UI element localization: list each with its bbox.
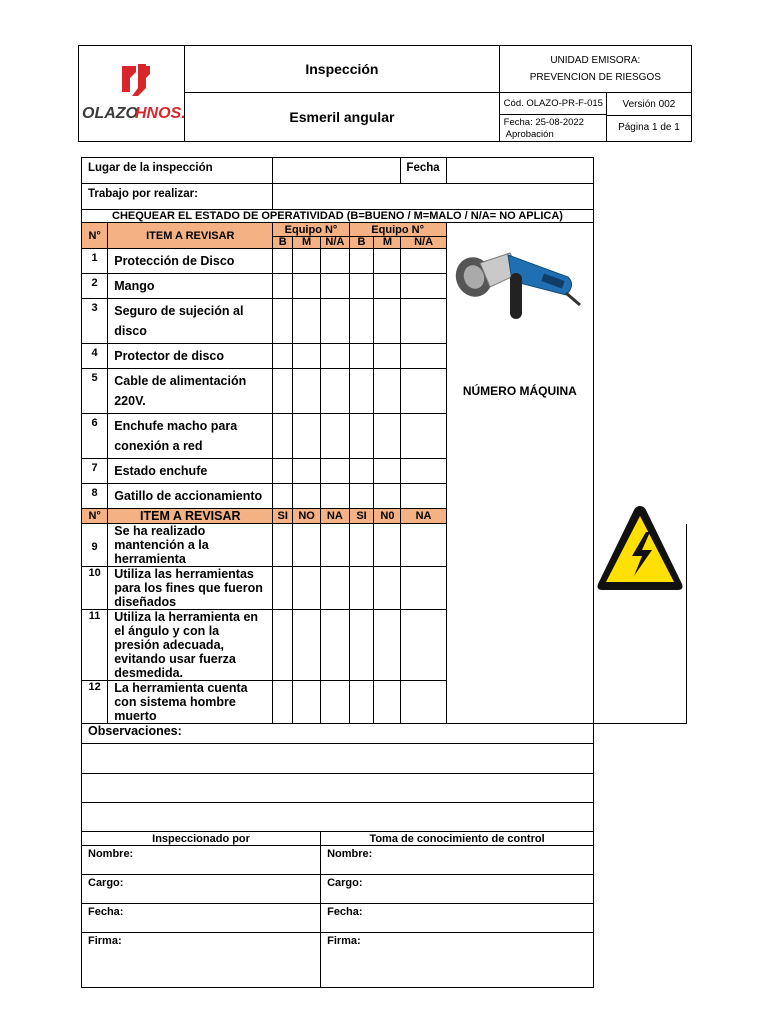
check-instructions: CHEQUEAR EL ESTADO DE OPERATIVIDAD (B=BUENO / M=MALO / N/A= NO APLICA) (82, 210, 594, 223)
check-cell[interactable] (321, 249, 350, 274)
check-cell[interactable] (349, 681, 374, 724)
item-text: Gatillo de accionamiento (108, 484, 273, 509)
check-cell[interactable] (273, 274, 293, 299)
check-cell[interactable] (293, 610, 321, 681)
logo-cell (79, 46, 185, 142)
item-number: 5 (82, 369, 108, 414)
check-cell[interactable] (349, 299, 374, 344)
item-number: 7 (82, 459, 108, 484)
check-cell[interactable] (321, 299, 350, 344)
inspector-date-field[interactable]: Fecha: (82, 904, 321, 933)
check-cell[interactable] (321, 414, 350, 459)
check-cell[interactable] (321, 524, 350, 567)
control-signature-field[interactable]: Firma: (321, 933, 594, 988)
check-cell[interactable] (374, 249, 401, 274)
table-row (82, 414, 687, 459)
check-cell[interactable] (293, 681, 321, 724)
check-cell[interactable] (293, 484, 321, 509)
control-cargo-field[interactable]: Cargo: (321, 875, 594, 904)
item-number: 3 (82, 299, 108, 344)
table-row (82, 274, 687, 299)
check-cell[interactable] (374, 459, 401, 484)
control-name-field[interactable]: Nombre: (321, 846, 594, 875)
check-cell[interactable] (293, 369, 321, 414)
check-cell[interactable] (401, 344, 446, 369)
item-text: Mango (108, 274, 273, 299)
observations-line[interactable] (82, 744, 594, 774)
svg-text:HNOS.: HNOS. (134, 105, 184, 122)
check-cell[interactable] (349, 414, 374, 459)
sub-m1: M (293, 237, 321, 249)
item-text: Estado enchufe (108, 459, 273, 484)
check-cell[interactable] (293, 299, 321, 344)
check-cell[interactable] (349, 484, 374, 509)
hazard-panel (594, 524, 687, 724)
check-cell[interactable] (273, 484, 293, 509)
sub-b1: B (273, 237, 293, 249)
unit-label: UNIDAD EMISORA: (550, 55, 641, 66)
item-text: Utiliza las herramientas para los fines que fueron diseñados (108, 567, 273, 610)
check-cell[interactable] (401, 274, 446, 299)
document-title: Inspección (185, 46, 500, 93)
equipo2-header: Equipo N° (349, 223, 446, 237)
item-text: Cable de alimentación 220V. (108, 369, 273, 414)
col-num-header: N° (82, 223, 108, 249)
check-cell[interactable] (321, 459, 350, 484)
code-date-cell (499, 93, 606, 142)
check-cell[interactable] (401, 681, 446, 724)
inspection-form (81, 157, 687, 988)
check-cell[interactable] (374, 567, 401, 610)
observations-label: Observaciones: (82, 724, 594, 744)
check-cell[interactable] (374, 610, 401, 681)
place-label: Lugar de la inspección (82, 158, 273, 184)
section2-num-header: N° (82, 509, 108, 524)
observations-line[interactable] (82, 803, 594, 832)
item-text: Protector de disco (108, 344, 273, 369)
item-text: Se ha realizado mantención a la herramienta (108, 524, 273, 567)
control-header: Toma de conocimiento de control (321, 832, 594, 846)
svg-text:OLAZO: OLAZO (81, 105, 138, 122)
check-cell[interactable] (293, 567, 321, 610)
sub2-si2: SI (349, 509, 374, 524)
inspector-signature-field[interactable]: Firma: (82, 933, 321, 988)
sub-m2: M (374, 237, 401, 249)
place-input[interactable] (273, 158, 401, 184)
check-cell[interactable] (349, 369, 374, 414)
grinder-image (450, 233, 590, 333)
check-cell[interactable] (401, 610, 446, 681)
table-row (82, 249, 687, 274)
inspected-by-header: Inspeccionado por (82, 832, 321, 846)
item-number: 12 (82, 681, 108, 724)
item-number: 2 (82, 274, 108, 299)
item-text: Enchufe macho para conexión a red (108, 414, 273, 459)
check-cell[interactable] (374, 369, 401, 414)
check-cell[interactable] (273, 299, 293, 344)
check-cell[interactable] (273, 249, 293, 274)
item-text: Seguro de sujeción al disco (108, 299, 273, 344)
table-row (82, 369, 687, 414)
check-cell[interactable] (293, 344, 321, 369)
check-cell[interactable] (401, 249, 446, 274)
check-cell[interactable] (374, 274, 401, 299)
item-text: La herramienta cuenta con sistema hombre muerto (108, 681, 273, 724)
image-panel (446, 223, 593, 567)
check-cell[interactable] (349, 274, 374, 299)
sub2-na2: NA (401, 509, 446, 524)
sub2-no1: NO (293, 509, 321, 524)
check-cell[interactable] (374, 344, 401, 369)
col-item-header: ITEM A REVISAR (108, 223, 273, 249)
check-cell[interactable] (349, 459, 374, 484)
check-cell[interactable] (374, 484, 401, 509)
check-cell[interactable] (273, 681, 293, 724)
check-cell[interactable] (401, 369, 446, 414)
check-cell[interactable] (374, 681, 401, 724)
table-row (82, 459, 687, 484)
check-cell[interactable] (349, 524, 374, 567)
document-header (78, 45, 692, 142)
electric-hazard-icon (594, 502, 686, 596)
version: Versión 002 (607, 94, 691, 116)
check-cell[interactable] (401, 484, 446, 509)
sub2-na1: NA (321, 509, 350, 524)
unit-value: PREVENCION DE RIESGOS (529, 72, 661, 83)
check-cell[interactable] (293, 274, 321, 299)
sub-na1: N/A (321, 237, 350, 249)
check-cell[interactable] (273, 344, 293, 369)
section2-item-header: ITEM A REVISAR (108, 509, 273, 524)
check-cell[interactable] (349, 567, 374, 610)
date-label: Fecha (401, 158, 446, 184)
control-date-field[interactable]: Fecha: (321, 904, 594, 933)
item-number: 1 (82, 249, 108, 274)
item-number: 6 (82, 414, 108, 459)
check-cell[interactable] (401, 567, 446, 610)
date-input[interactable] (446, 158, 593, 184)
check-cell[interactable] (321, 484, 350, 509)
check-cell[interactable] (321, 567, 350, 610)
check-cell[interactable] (273, 369, 293, 414)
document-code: Cód. OLAZO-PR-F-015 (500, 93, 606, 115)
sub2-si1: SI (273, 509, 293, 524)
item-number: 4 (82, 344, 108, 369)
item-number: 11 (82, 610, 108, 681)
check-cell[interactable] (273, 610, 293, 681)
sub-b2: B (349, 237, 374, 249)
check-cell[interactable] (401, 414, 446, 459)
approval-label: Aprobación (505, 129, 554, 140)
check-cell[interactable] (349, 344, 374, 369)
page-number: Página 1 de 1 (618, 122, 680, 133)
approval-date: Fecha: 25-08-2022 (503, 117, 584, 128)
issuing-unit (499, 46, 691, 93)
check-cell[interactable] (374, 414, 401, 459)
machine-number-label: NÚMERO MÁQUINA (462, 384, 577, 398)
item-number: 10 (82, 567, 108, 610)
work-label: Trabajo por realizar: (82, 184, 273, 210)
check-cell[interactable] (374, 299, 401, 344)
item-text: Protección de Disco (108, 249, 273, 274)
check-cell[interactable] (273, 459, 293, 484)
version-page-cell (606, 93, 691, 142)
check-cell[interactable] (401, 299, 446, 344)
work-input[interactable] (273, 184, 594, 210)
document-subtitle: Esmeril angular (185, 93, 500, 142)
sub-na2: N/A (401, 237, 446, 249)
table-row (82, 344, 687, 369)
check-cell[interactable] (349, 610, 374, 681)
inspector-cargo-field[interactable]: Cargo: (82, 875, 321, 904)
check-cell[interactable] (273, 567, 293, 610)
check-cell[interactable] (293, 459, 321, 484)
equipo1-header: Equipo N° (273, 223, 349, 237)
check-cell[interactable] (273, 414, 293, 459)
check-cell[interactable] (293, 524, 321, 567)
check-cell[interactable] (374, 524, 401, 567)
check-cell[interactable] (321, 274, 350, 299)
check-cell[interactable] (321, 610, 350, 681)
check-cell[interactable] (321, 681, 350, 724)
observations-line[interactable] (82, 774, 594, 803)
check-cell[interactable] (321, 344, 350, 369)
check-cell[interactable] (401, 524, 446, 567)
inspector-name-field[interactable]: Nombre: (82, 846, 321, 875)
item-text: Utiliza la herramienta en el ángulo y con la presión adecuada, evitando usar fuerza desmedida. (108, 610, 273, 681)
check-cell[interactable] (273, 524, 293, 567)
check-cell[interactable] (321, 369, 350, 414)
sub2-no2: N0 (374, 509, 401, 524)
table-row (82, 524, 687, 567)
item-number: 8 (82, 484, 108, 509)
check-cell[interactable] (401, 459, 446, 484)
company-logo (80, 56, 184, 126)
item-number: 9 (82, 524, 108, 567)
check-cell[interactable] (349, 249, 374, 274)
check-cell[interactable] (293, 414, 321, 459)
table-row (82, 299, 687, 344)
check-cell[interactable] (293, 249, 321, 274)
